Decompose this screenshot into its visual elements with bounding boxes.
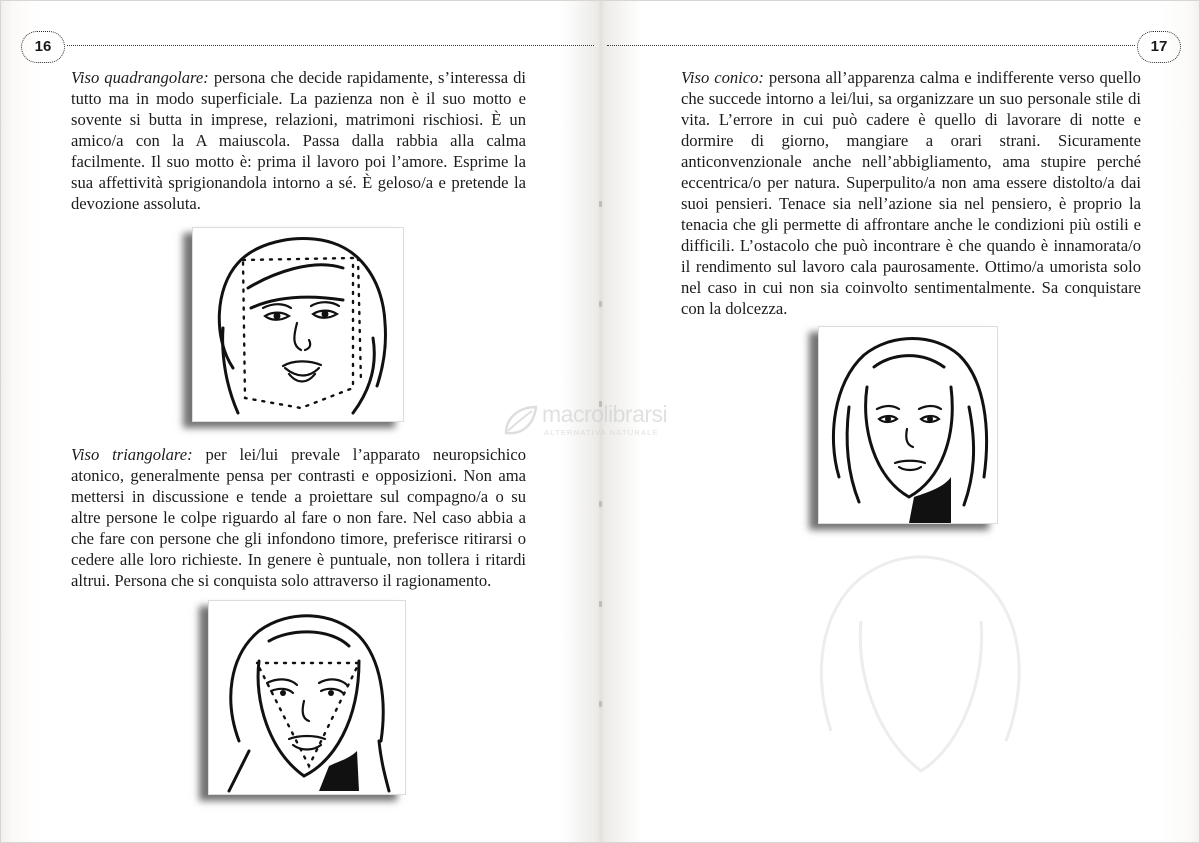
header-rule-left xyxy=(67,45,594,46)
section-title: Viso triangolare: xyxy=(71,445,193,464)
section-viso-quadrangolare xyxy=(71,67,526,214)
illustration-triangle-face xyxy=(208,600,406,795)
page-number-left: 16 xyxy=(21,31,65,63)
watermark-title: macrolibrarsi xyxy=(542,401,668,427)
square-face-drawing xyxy=(193,228,403,421)
illustration-conic-face xyxy=(818,326,998,524)
header-rule-right xyxy=(607,45,1135,46)
show-through-illustration xyxy=(791,531,1051,821)
section-body: per lei/lui prevale l’apparato neuropsichico atonico, generalmente pensa per contrasti e opposizioni. Non ama mettersi in discussione e tende a proiettare sul compagno/a o su altre persone le colpe riguardo al fare o non fare. Nel caso abbia a che fare con persone che gli infondono timore, preferisce ritirarsi o cedere alle loro richieste. In genere è puntuale, non tollera i ritardi altrui. Persona che si conquista solo attraverso il ragionamento. xyxy=(71,445,526,590)
watermark xyxy=(498,401,708,443)
section-title: Viso quadrangolare: xyxy=(71,68,209,87)
section-title: Viso conico: xyxy=(681,68,764,87)
triangle-face-drawing xyxy=(209,601,405,794)
leaf-logo-icon xyxy=(500,403,540,439)
conic-face-drawing xyxy=(819,327,997,523)
illustration-square-face xyxy=(192,227,404,422)
section-body: persona all’apparenza calma e indifferente verso quello che succede intorno a lei/lui, sa organizzare un suo personale stile di vita. L’errore in cui può cadere è quello di lavorare di notte e dormire di giorno, mangiare a orari strani. Sicuramente anticonvenzionale anche nell’abbigliamento, ama stupire perché eccentrica/o per natura. Superpulito/a non ama essere distolto/a dai suoi pensieri. Tenace sia nell’azione sia nel pensiero, è proprio la tenacia che gli permette di affrontare anche le condizioni più ostili e difficili. L’ostacolo che può incontrare è che quando è innamorata/o il rendimento sul lavoro cala paurosamente. Ottimo/a umorista solo nel caso in cui non sia coinvolto sentimentalmente. Sa conquistare con la dolcezza. xyxy=(681,68,1141,318)
page-number-right: 17 xyxy=(1137,31,1181,63)
section-body: persona che decide rapidamente, s’interessa di tutto ma in modo superficiale. La pazienza non è il suo motto e sovente si butta in imprese, relazioni, matrimoni rischiosi. È un amico/a con la A maiuscola. Passa dalla rabbia alla calma facilmente. Il suo motto è: prima il lavoro poi l’amore. Esprime la sua affettività sprigionandola intorno a sé. È geloso/a e pretende la devozione assoluta. xyxy=(71,68,527,213)
watermark-subtitle: ALTERNATIVA NATURALE xyxy=(544,428,659,437)
section-viso-triangolare xyxy=(71,444,526,591)
section-viso-conico xyxy=(681,67,1141,319)
